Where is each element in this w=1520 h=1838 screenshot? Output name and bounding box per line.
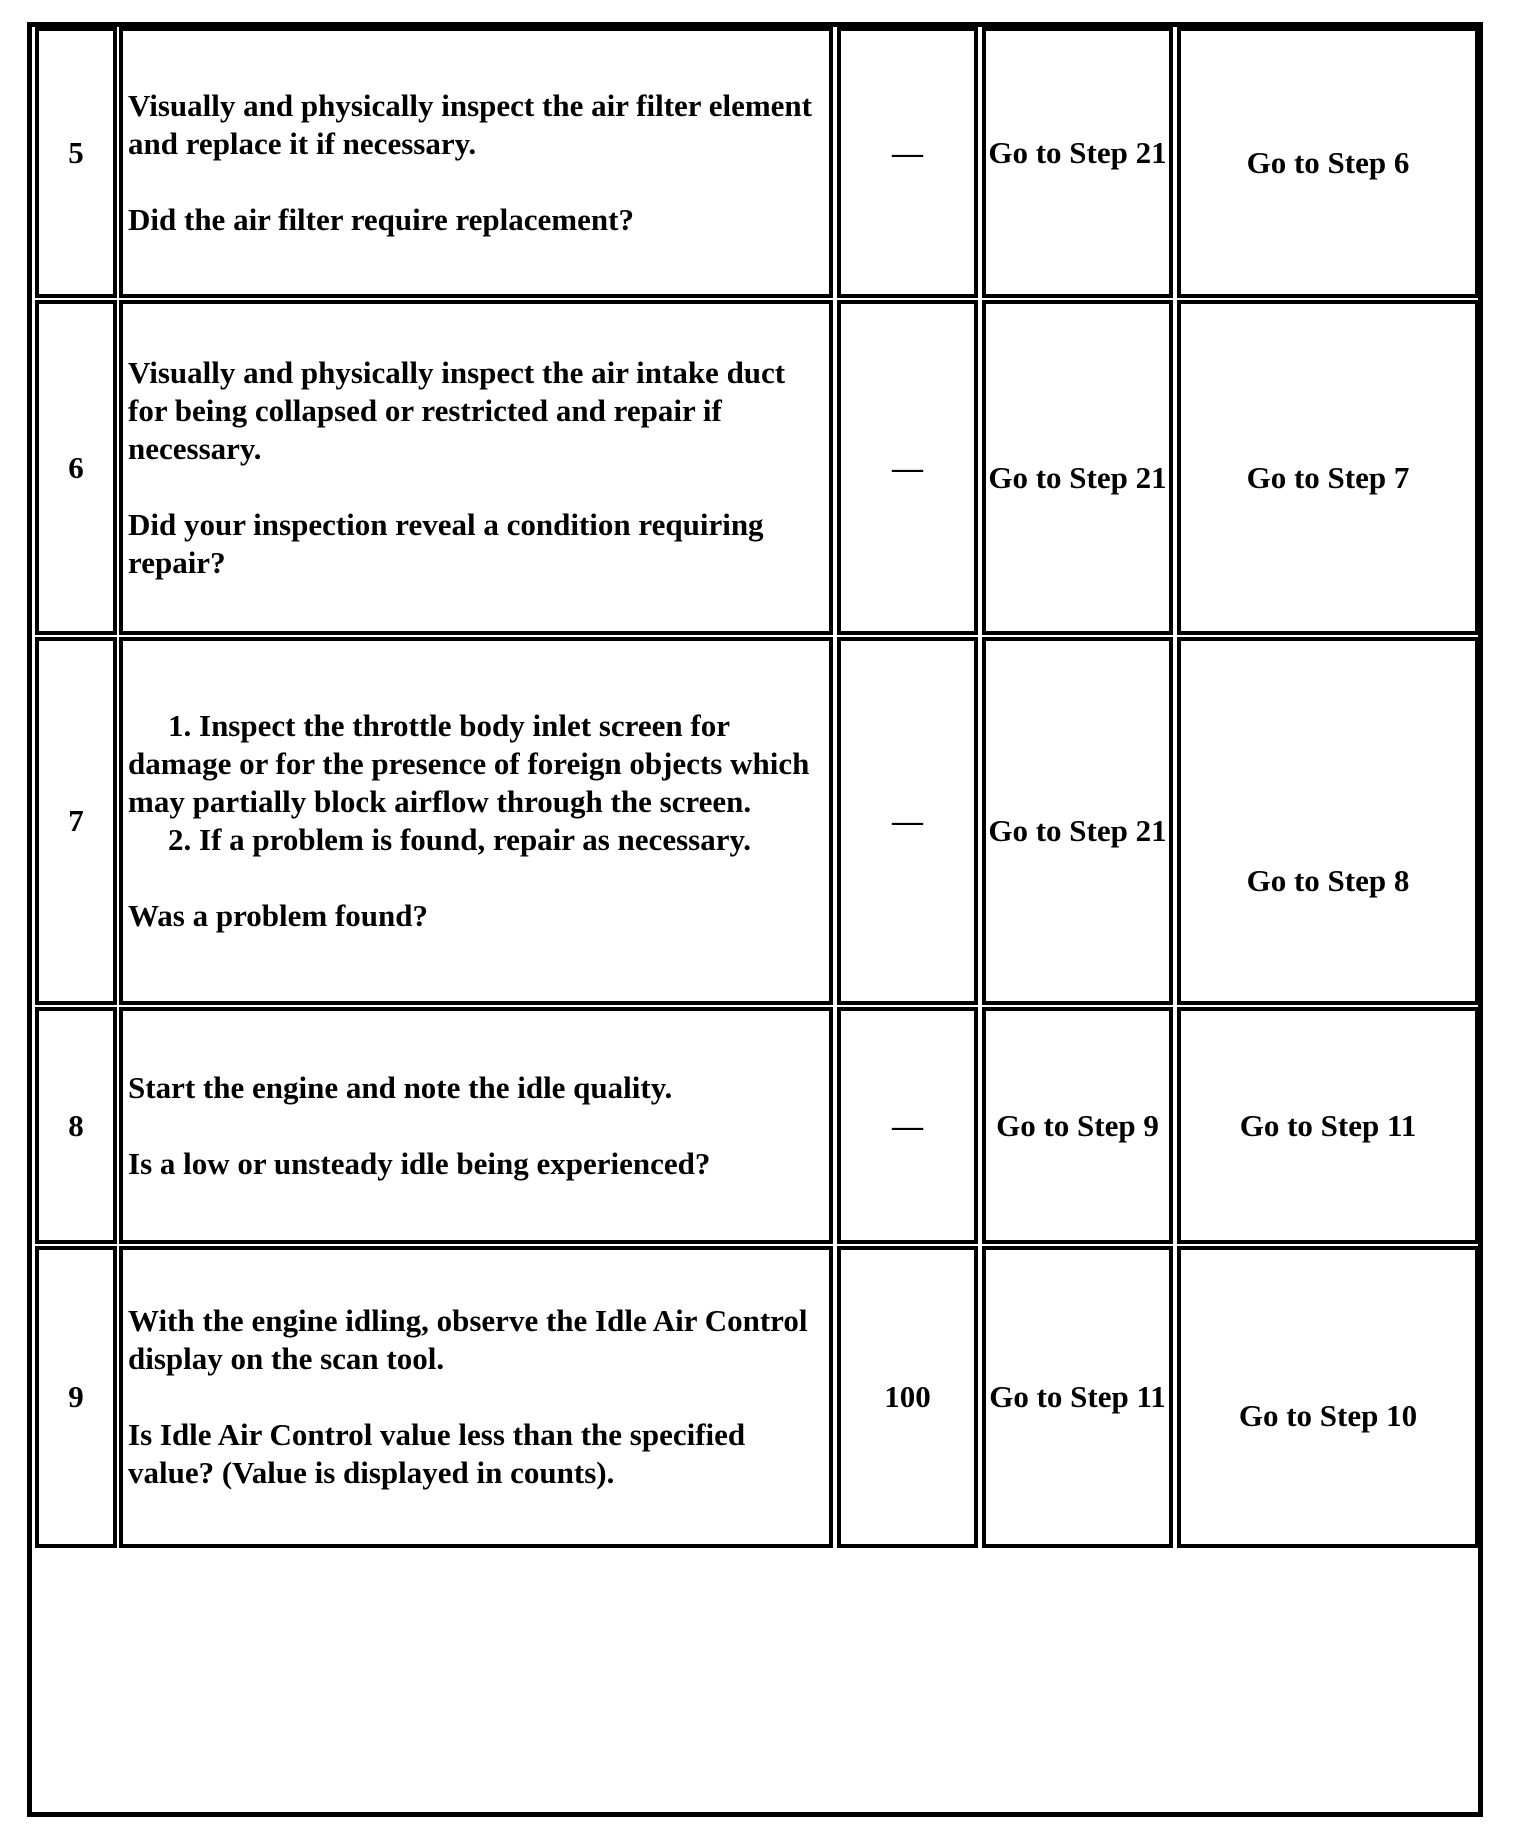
no-cell: Go to Step 7 — [1177, 300, 1479, 635]
action-cell — [119, 637, 833, 1005]
no-cell: Go to Step 8 — [1177, 637, 1479, 1005]
yes-cell: Go to Step 21 — [982, 300, 1173, 635]
step-number: 8 — [35, 1007, 117, 1244]
action-cell — [119, 27, 833, 298]
value-cell: — — [837, 637, 978, 1005]
action-cell — [119, 1007, 833, 1244]
action-text: With the engine idling, observe the Idle Air Control display on the scan tool. — [128, 1303, 808, 1376]
no-cell: Go to Step 11 — [1177, 1007, 1479, 1244]
step-number: 7 — [35, 637, 117, 1005]
table-row — [32, 27, 1478, 298]
action-question: Did your inspection reveal a condition requiring repair? — [128, 506, 764, 580]
list-item: 1. Inspect the throttle body inlet screen for damage or for the presence of foreign objects which may partially block airflow through the screen. — [128, 708, 810, 819]
yes-cell: Go to Step 21 — [982, 27, 1173, 298]
action-question: Was a problem found? — [128, 898, 429, 933]
step-number: 9 — [35, 1246, 117, 1548]
value-cell: 100 — [837, 1246, 978, 1548]
table-row — [32, 637, 1478, 1005]
value-cell: — — [837, 300, 978, 635]
table-row — [32, 300, 1478, 635]
action-text: Visually and physically inspect the air filter element and replace it if necessary. — [128, 87, 812, 161]
action-question: Did the air filter require replacement? — [128, 201, 634, 237]
table-row — [32, 1007, 1478, 1244]
diagnostic-table — [27, 22, 1483, 1817]
value-cell: — — [837, 27, 978, 298]
yes-cell: Go to Step 21 — [982, 637, 1173, 1005]
yes-cell: Go to Step 9 — [982, 1007, 1173, 1244]
action-question: Is a low or unsteady idle being experienced? — [128, 1145, 711, 1181]
table-row — [32, 1246, 1478, 1548]
yes-cell: Go to Step 11 — [982, 1246, 1173, 1548]
action-cell — [119, 1246, 833, 1548]
step-number: 6 — [35, 300, 117, 635]
list-item: 2. If a problem is found, repair as necessary. — [168, 822, 752, 857]
no-cell: Go to Step 10 — [1177, 1246, 1479, 1548]
action-text: Start the engine and note the idle quality. — [128, 1069, 673, 1105]
action-question: Is Idle Air Control value less than the specified value? (Value is displayed in counts). — [128, 1417, 746, 1490]
action-cell — [119, 300, 833, 635]
no-cell: Go to Step 6 — [1177, 27, 1479, 298]
value-cell: — — [837, 1007, 978, 1244]
action-text: Visually and physically inspect the air intake duct for being collapsed or restricted and repair if necessary. — [128, 354, 786, 466]
step-number: 5 — [35, 27, 117, 298]
